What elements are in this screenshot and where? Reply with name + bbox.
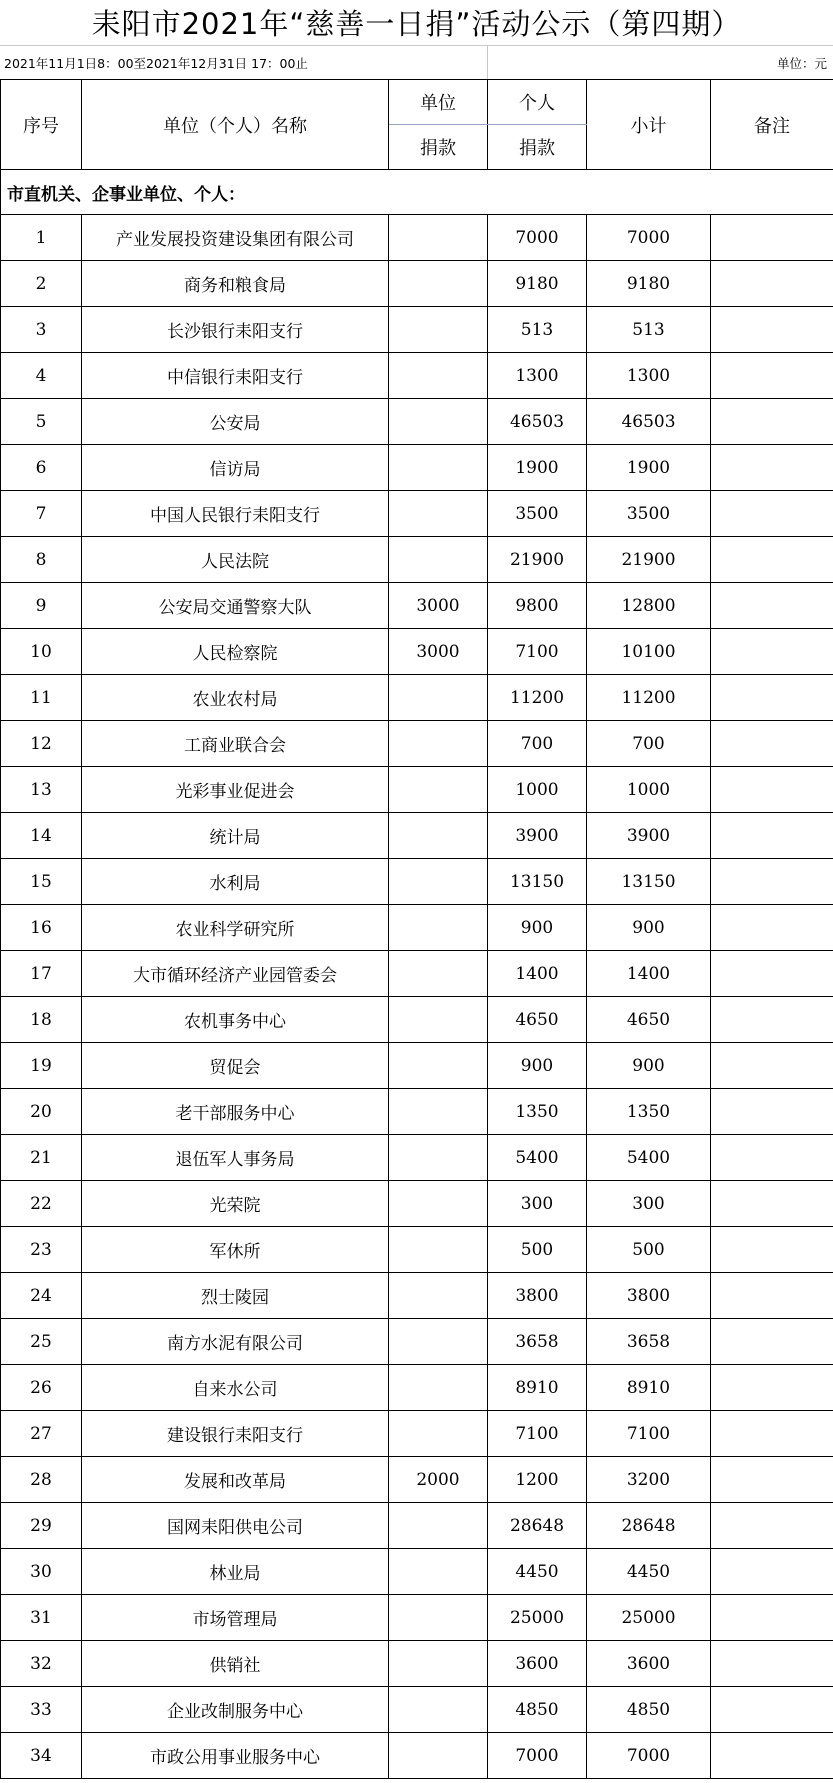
cell-name: 水利局 xyxy=(82,859,389,905)
cell-unit-donation xyxy=(389,215,488,261)
table-row xyxy=(1,215,833,261)
table-row xyxy=(1,445,833,491)
cell-name: 企业改制服务中心 xyxy=(82,1687,389,1733)
cell-subtotal: 3500 xyxy=(587,491,711,537)
cell-remark xyxy=(711,445,833,491)
cell-personal-donation: 9800 xyxy=(488,583,587,629)
subtitle-divider xyxy=(487,46,488,80)
cell-seq: 26 xyxy=(1,1365,82,1411)
unit-text: 单位：元 xyxy=(776,56,827,71)
cell-personal-donation: 3900 xyxy=(488,813,587,859)
cell-seq: 17 xyxy=(1,951,82,997)
table-row xyxy=(1,1411,833,1457)
table-row xyxy=(1,1043,833,1089)
cell-seq: 29 xyxy=(1,1503,82,1549)
cell-personal-donation: 1000 xyxy=(488,767,587,813)
cell-remark xyxy=(711,1319,833,1365)
cell-subtotal: 7100 xyxy=(587,1411,711,1457)
cell-subtotal: 1300 xyxy=(587,353,711,399)
cell-seq: 21 xyxy=(1,1135,82,1181)
cell-seq: 9 xyxy=(1,583,82,629)
cell-personal-donation: 500 xyxy=(488,1227,587,1273)
cell-personal-donation: 5400 xyxy=(488,1135,587,1181)
cell-name: 信访局 xyxy=(82,445,389,491)
cell-seq: 1 xyxy=(1,215,82,261)
cell-personal-donation: 46503 xyxy=(488,399,587,445)
cell-name: 中国人民银行耒阳支行 xyxy=(82,491,389,537)
table-row xyxy=(1,675,833,721)
cell-personal-donation: 1900 xyxy=(488,445,587,491)
cell-remark xyxy=(711,1043,833,1089)
table-row xyxy=(1,1687,833,1733)
cell-subtotal: 1000 xyxy=(587,767,711,813)
cell-seq: 20 xyxy=(1,1089,82,1135)
cell-unit-donation xyxy=(389,353,488,399)
cell-subtotal: 3600 xyxy=(587,1641,711,1687)
cell-name: 公安局交通警察大队 xyxy=(82,583,389,629)
cell-name: 人民检察院 xyxy=(82,629,389,675)
cell-subtotal: 8910 xyxy=(587,1365,711,1411)
cell-name: 退伍军人事务局 xyxy=(82,1135,389,1181)
cell-subtotal: 5400 xyxy=(587,1135,711,1181)
cell-seq: 10 xyxy=(1,629,82,675)
table-row xyxy=(1,1641,833,1687)
cell-name: 工商业联合会 xyxy=(82,721,389,767)
cell-remark xyxy=(711,721,833,767)
cell-seq: 5 xyxy=(1,399,82,445)
table-row xyxy=(1,997,833,1043)
cell-subtotal: 4650 xyxy=(587,997,711,1043)
cell-personal-donation: 3658 xyxy=(488,1319,587,1365)
cell-subtotal: 3900 xyxy=(587,813,711,859)
cell-unit-donation xyxy=(389,767,488,813)
cell-remark xyxy=(711,491,833,537)
cell-unit-donation: 3000 xyxy=(389,583,488,629)
cell-personal-donation: 4450 xyxy=(488,1549,587,1595)
cell-name: 军休所 xyxy=(82,1227,389,1273)
header-unit-bottom: 捐款 xyxy=(389,125,488,170)
cell-subtotal: 7000 xyxy=(587,215,711,261)
cell-unit-donation xyxy=(389,1089,488,1135)
cell-name: 贸促会 xyxy=(82,1043,389,1089)
cell-seq: 27 xyxy=(1,1411,82,1457)
cell-name: 市场管理局 xyxy=(82,1595,389,1641)
cell-personal-donation: 3500 xyxy=(488,491,587,537)
cell-unit-donation xyxy=(389,1227,488,1273)
cell-remark xyxy=(711,1595,833,1641)
cell-personal-donation: 8910 xyxy=(488,1365,587,1411)
cell-remark xyxy=(711,1687,833,1733)
cell-unit-donation xyxy=(389,675,488,721)
cell-subtotal: 28648 xyxy=(587,1503,711,1549)
cell-subtotal: 500 xyxy=(587,1227,711,1273)
cell-remark xyxy=(711,629,833,675)
subtitle-bar xyxy=(0,45,833,80)
cell-name: 公安局 xyxy=(82,399,389,445)
cell-name: 长沙银行耒阳支行 xyxy=(82,307,389,353)
cell-remark xyxy=(711,215,833,261)
cell-subtotal: 4450 xyxy=(587,1549,711,1595)
table-row xyxy=(1,1549,833,1595)
cell-personal-donation: 1400 xyxy=(488,951,587,997)
cell-unit-donation xyxy=(389,905,488,951)
header-unit-top: 单位 xyxy=(389,80,488,125)
table-row xyxy=(1,537,833,583)
cell-personal-donation: 11200 xyxy=(488,675,587,721)
cell-name: 供销社 xyxy=(82,1641,389,1687)
header-name: 单位（个人）名称 xyxy=(82,80,389,170)
cell-name: 产业发展投资建设集团有限公司 xyxy=(82,215,389,261)
cell-unit-donation xyxy=(389,813,488,859)
table-row xyxy=(1,1135,833,1181)
cell-remark xyxy=(711,307,833,353)
cell-seq: 25 xyxy=(1,1319,82,1365)
cell-name: 市政公用事业服务中心 xyxy=(82,1733,389,1779)
cell-name: 建设银行耒阳支行 xyxy=(82,1411,389,1457)
cell-remark xyxy=(711,1549,833,1595)
cell-seq: 33 xyxy=(1,1687,82,1733)
cell-personal-donation: 28648 xyxy=(488,1503,587,1549)
cell-name: 林业局 xyxy=(82,1549,389,1595)
section-title: 市直机关、企事业单位、个人： xyxy=(1,170,833,215)
cell-subtotal: 25000 xyxy=(587,1595,711,1641)
cell-subtotal: 11200 xyxy=(587,675,711,721)
table-row xyxy=(1,307,833,353)
cell-personal-donation: 13150 xyxy=(488,859,587,905)
cell-subtotal: 900 xyxy=(587,905,711,951)
cell-seq: 22 xyxy=(1,1181,82,1227)
cell-personal-donation: 700 xyxy=(488,721,587,767)
table-row xyxy=(1,1319,833,1365)
cell-subtotal: 4850 xyxy=(587,1687,711,1733)
cell-personal-donation: 900 xyxy=(488,905,587,951)
cell-seq: 32 xyxy=(1,1641,82,1687)
header-person-top: 个人 xyxy=(488,80,587,125)
cell-unit-donation xyxy=(389,1181,488,1227)
cell-unit-donation xyxy=(389,1687,488,1733)
cell-unit-donation xyxy=(389,1365,488,1411)
cell-personal-donation: 300 xyxy=(488,1181,587,1227)
cell-seq: 23 xyxy=(1,1227,82,1273)
cell-unit-donation xyxy=(389,1411,488,1457)
cell-remark xyxy=(711,1089,833,1135)
cell-unit-donation xyxy=(389,399,488,445)
cell-unit-donation xyxy=(389,491,488,537)
cell-remark xyxy=(711,1733,833,1779)
table-row xyxy=(1,261,833,307)
header-remark: 备注 xyxy=(711,80,833,170)
cell-remark xyxy=(711,353,833,399)
cell-personal-donation: 7000 xyxy=(488,215,587,261)
cell-name: 烈士陵园 xyxy=(82,1273,389,1319)
cell-seq: 30 xyxy=(1,1549,82,1595)
page-title: 耒阳市2021年“慈善一日捐”活动公示（第四期） xyxy=(91,7,742,41)
cell-remark xyxy=(711,767,833,813)
cell-unit-donation xyxy=(389,537,488,583)
cell-subtotal: 700 xyxy=(587,721,711,767)
cell-seq: 18 xyxy=(1,997,82,1043)
cell-unit-donation xyxy=(389,1273,488,1319)
cell-personal-donation: 7100 xyxy=(488,1411,587,1457)
table-row xyxy=(1,491,833,537)
cell-name: 统计局 xyxy=(82,813,389,859)
cell-personal-donation: 7000 xyxy=(488,1733,587,1779)
table-row xyxy=(1,1227,833,1273)
cell-remark xyxy=(711,1641,833,1687)
cell-unit-donation xyxy=(389,1503,488,1549)
cell-subtotal: 21900 xyxy=(587,537,711,583)
cell-remark xyxy=(711,1181,833,1227)
cell-unit-donation xyxy=(389,445,488,491)
cell-unit-donation xyxy=(389,1549,488,1595)
cell-subtotal: 1900 xyxy=(587,445,711,491)
cell-subtotal: 46503 xyxy=(587,399,711,445)
cell-seq: 16 xyxy=(1,905,82,951)
cell-remark xyxy=(711,813,833,859)
cell-personal-donation: 4850 xyxy=(488,1687,587,1733)
cell-name: 大市循环经济产业园管委会 xyxy=(82,951,389,997)
cell-unit-donation xyxy=(389,1135,488,1181)
cell-seq: 3 xyxy=(1,307,82,353)
table-row xyxy=(1,353,833,399)
cell-unit-donation xyxy=(389,1641,488,1687)
cell-name: 国网耒阳供电公司 xyxy=(82,1503,389,1549)
cell-remark xyxy=(711,1227,833,1273)
cell-unit-donation xyxy=(389,721,488,767)
section-row xyxy=(1,170,833,215)
cell-personal-donation: 1300 xyxy=(488,353,587,399)
period-text: 2021年11月1日8：00至2021年12月31日 17：00止 xyxy=(4,56,308,71)
cell-unit-donation xyxy=(389,997,488,1043)
table-row xyxy=(1,399,833,445)
cell-name: 发展和改革局 xyxy=(82,1457,389,1503)
cell-seq: 2 xyxy=(1,261,82,307)
cell-subtotal: 12800 xyxy=(587,583,711,629)
cell-personal-donation: 25000 xyxy=(488,1595,587,1641)
donation-table xyxy=(0,79,833,1779)
cell-unit-donation xyxy=(389,1043,488,1089)
cell-unit-donation xyxy=(389,951,488,997)
cell-seq: 15 xyxy=(1,859,82,905)
cell-unit-donation: 2000 xyxy=(389,1457,488,1503)
cell-remark xyxy=(711,675,833,721)
table-row xyxy=(1,1273,833,1319)
cell-personal-donation: 7100 xyxy=(488,629,587,675)
cell-remark xyxy=(711,1365,833,1411)
cell-subtotal: 300 xyxy=(587,1181,711,1227)
cell-remark xyxy=(711,1273,833,1319)
table-row xyxy=(1,1181,833,1227)
cell-remark xyxy=(711,261,833,307)
cell-seq: 19 xyxy=(1,1043,82,1089)
table-row xyxy=(1,721,833,767)
cell-personal-donation: 1350 xyxy=(488,1089,587,1135)
cell-personal-donation: 3800 xyxy=(488,1273,587,1319)
cell-name: 农业农村局 xyxy=(82,675,389,721)
cell-personal-donation: 900 xyxy=(488,1043,587,1089)
cell-name: 农机事务中心 xyxy=(82,997,389,1043)
table-row xyxy=(1,1457,833,1503)
table-row xyxy=(1,629,833,675)
cell-subtotal: 3200 xyxy=(587,1457,711,1503)
cell-personal-donation: 4650 xyxy=(488,997,587,1043)
cell-personal-donation: 513 xyxy=(488,307,587,353)
cell-subtotal: 10100 xyxy=(587,629,711,675)
cell-seq: 7 xyxy=(1,491,82,537)
cell-remark xyxy=(711,1503,833,1549)
cell-subtotal: 3800 xyxy=(587,1273,711,1319)
cell-seq: 13 xyxy=(1,767,82,813)
cell-seq: 8 xyxy=(1,537,82,583)
table-row xyxy=(1,905,833,951)
cell-subtotal: 7000 xyxy=(587,1733,711,1779)
cell-subtotal: 13150 xyxy=(587,859,711,905)
header-subtotal: 小计 xyxy=(587,80,711,170)
cell-subtotal: 900 xyxy=(587,1043,711,1089)
cell-subtotal: 513 xyxy=(587,307,711,353)
header-person-bottom: 捐款 xyxy=(488,125,587,170)
table-row xyxy=(1,859,833,905)
cell-unit-donation xyxy=(389,261,488,307)
cell-remark xyxy=(711,1411,833,1457)
cell-subtotal: 9180 xyxy=(587,261,711,307)
cell-name: 南方水泥有限公司 xyxy=(82,1319,389,1365)
cell-remark xyxy=(711,951,833,997)
cell-remark xyxy=(711,537,833,583)
cell-seq: 24 xyxy=(1,1273,82,1319)
cell-unit-donation xyxy=(389,1595,488,1641)
cell-unit-donation xyxy=(389,859,488,905)
cell-remark xyxy=(711,399,833,445)
cell-personal-donation: 1200 xyxy=(488,1457,587,1503)
cell-name: 农业科学研究所 xyxy=(82,905,389,951)
cell-remark xyxy=(711,583,833,629)
cell-seq: 11 xyxy=(1,675,82,721)
cell-seq: 12 xyxy=(1,721,82,767)
cell-subtotal: 3658 xyxy=(587,1319,711,1365)
table-row xyxy=(1,1089,833,1135)
table-row xyxy=(1,1733,833,1779)
cell-remark xyxy=(711,859,833,905)
cell-name: 自来水公司 xyxy=(82,1365,389,1411)
cell-seq: 34 xyxy=(1,1733,82,1779)
cell-name: 光荣院 xyxy=(82,1181,389,1227)
table-row xyxy=(1,1365,833,1411)
cell-seq: 4 xyxy=(1,353,82,399)
table-row xyxy=(1,813,833,859)
cell-remark xyxy=(711,1457,833,1503)
cell-name: 人民法院 xyxy=(82,537,389,583)
cell-name: 光彩事业促进会 xyxy=(82,767,389,813)
cell-unit-donation: 3000 xyxy=(389,629,488,675)
cell-name: 中信银行耒阳支行 xyxy=(82,353,389,399)
cell-seq: 14 xyxy=(1,813,82,859)
cell-seq: 28 xyxy=(1,1457,82,1503)
cell-seq: 6 xyxy=(1,445,82,491)
table-row xyxy=(1,1503,833,1549)
cell-unit-donation xyxy=(389,1733,488,1779)
cell-personal-donation: 3600 xyxy=(488,1641,587,1687)
header-seq: 序号 xyxy=(1,80,82,170)
cell-remark xyxy=(711,997,833,1043)
table-row xyxy=(1,767,833,813)
cell-subtotal: 1350 xyxy=(587,1089,711,1135)
table-row xyxy=(1,583,833,629)
table-row xyxy=(1,951,833,997)
cell-name: 老干部服务中心 xyxy=(82,1089,389,1135)
cell-remark xyxy=(711,1135,833,1181)
cell-name: 商务和粮食局 xyxy=(82,261,389,307)
table-row xyxy=(1,1595,833,1641)
cell-remark xyxy=(711,905,833,951)
cell-subtotal: 1400 xyxy=(587,951,711,997)
cell-unit-donation xyxy=(389,1319,488,1365)
cell-unit-donation xyxy=(389,307,488,353)
cell-seq: 31 xyxy=(1,1595,82,1641)
cell-personal-donation: 9180 xyxy=(488,261,587,307)
cell-personal-donation: 21900 xyxy=(488,537,587,583)
